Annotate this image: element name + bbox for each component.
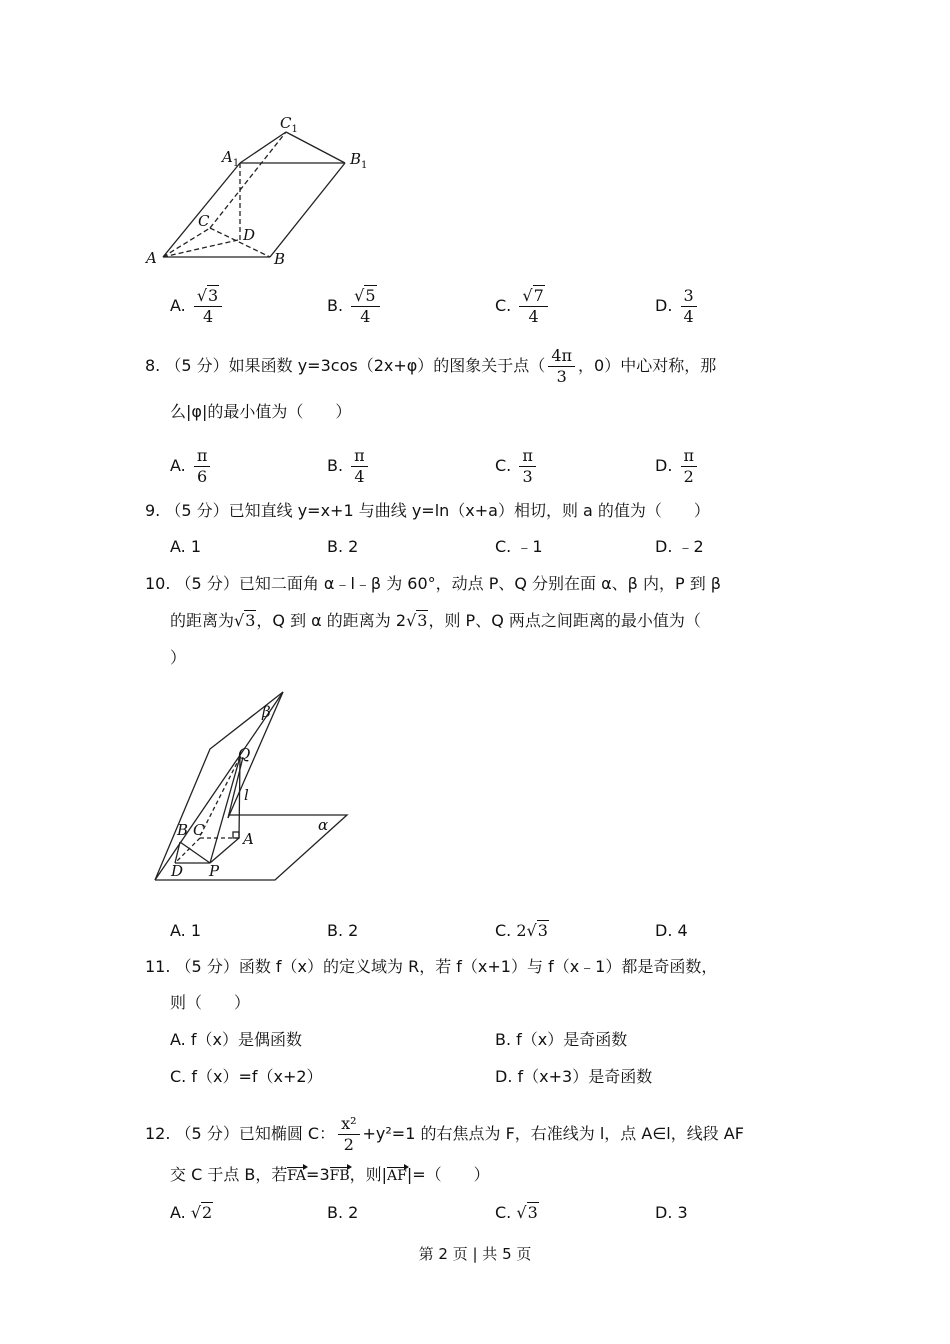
q9-option-d[interactable]: D. ﹣2 [655,537,704,556]
q11-option-d[interactable]: D. f（x+3）是奇函数 [495,1067,653,1086]
svg-text:β: β [262,703,271,721]
q8-option-c[interactable]: C. $\frac{\pi}{3}$ [495,446,539,487]
q8-text: 8. （5 分）如果函数 y=3cos（2x+φ）的图象关于点（ $\frac{4\pi}{3}$ ，0）中心对称，那 [145,346,717,386]
q8-option-a[interactable]: A. $\frac{\pi}{6}$ [170,446,213,487]
prism-figure [140,105,380,270]
q11-text: 11. （5 分）函数 f（x）的定义域为 R，若 f（x+1）与 f（x﹣1）都是奇函数， [145,957,718,976]
svg-text:Q: Q [238,745,251,763]
svg-text:P: P [209,862,220,880]
q12-option-d[interactable]: D. 3 [655,1203,688,1222]
q10-text: 10. （5 分）已知二面角 α﹣l﹣β 为 60°，动点 P、Q 分别在面 α、β 内，P 到 β [145,574,722,593]
q7-option-b[interactable]: B. $\frac{√5}{4}$ [327,286,383,327]
page-footer: 第 2 页 | 共 5 页 [418,1245,532,1263]
svg-text:α: α [318,816,329,834]
svg-text:A: A [243,830,254,848]
q8-text-2: 么|φ|的最小值为（ ） [170,402,352,421]
q10-option-c[interactable]: C. 2√3 [495,921,548,940]
svg-text:A1: $A_1$ [222,148,240,169]
svg-text:B1: $B_1$ [350,150,368,171]
q12-option-b[interactable]: B. 2 [327,1203,359,1222]
q10-option-a[interactable]: A. 1 [170,921,202,940]
q10-text-3: ） [170,648,187,667]
q12-option-a[interactable]: A. √2 [170,1203,213,1222]
svg-text:C1: $C_1$ [280,114,298,135]
q11-option-b[interactable]: B. f（x）是奇函数 [495,1030,628,1049]
dihedral-figure [140,680,360,890]
q7-option-d[interactable]: D. $\frac{3}{4}$ [655,286,700,327]
q9-option-c[interactable]: C. ﹣1 [495,537,543,556]
q7-option-c[interactable]: C. $\frac{√7}{4}$ [495,286,551,327]
svg-text:C: C [198,212,210,230]
q8-option-b[interactable]: B. $\frac{\pi}{4}$ [327,446,371,487]
q10-option-d[interactable]: D. 4 [655,921,688,940]
q7-option-a[interactable]: A. $\frac{√3}{4}$ [170,286,225,327]
q12-option-c[interactable]: C. √3 [495,1203,538,1222]
q10-text-2: 的距离为√3，Q 到 α 的距离为 2√3，则 P、Q 两点之间距离的最小值为（ [170,611,701,630]
q9-text: 9. （5 分）已知直线 y=x+1 与曲线 y=ln（x+a）相切，则 a 的值为（ ） [145,501,710,520]
svg-text:A: A [146,249,157,267]
q11-option-c[interactable]: C. f（x）=f（x+2） [170,1067,323,1086]
q11-option-a[interactable]: A. f（x）是偶函数 [170,1030,302,1049]
svg-text:B: B [274,250,286,268]
svg-text:C: C [193,821,205,839]
svg-text:D: D [171,862,184,880]
q8-option-d[interactable]: D. $\frac{\pi}{2}$ [655,446,700,487]
svg-text:D: D [243,226,256,244]
q10-option-b[interactable]: B. 2 [327,921,359,940]
q12-text-2: 交 C 于点 B，若FA=3FB，则|AF|=（ ） [170,1165,490,1184]
q9-option-a[interactable]: A. 1 [170,537,202,556]
q12-text: 12. （5 分）已知椭圆 C： $\frac{\text{x²}}{2}$ +y²=1 的右焦点为 F，右准线为 l，点 A∈l，线段 AF [145,1114,744,1154]
svg-text:B: B [177,821,189,839]
q9-option-b[interactable]: B. 2 [327,537,359,556]
q11-text-2: 则（ ） [170,993,251,1012]
svg-text:l: l [244,786,249,804]
